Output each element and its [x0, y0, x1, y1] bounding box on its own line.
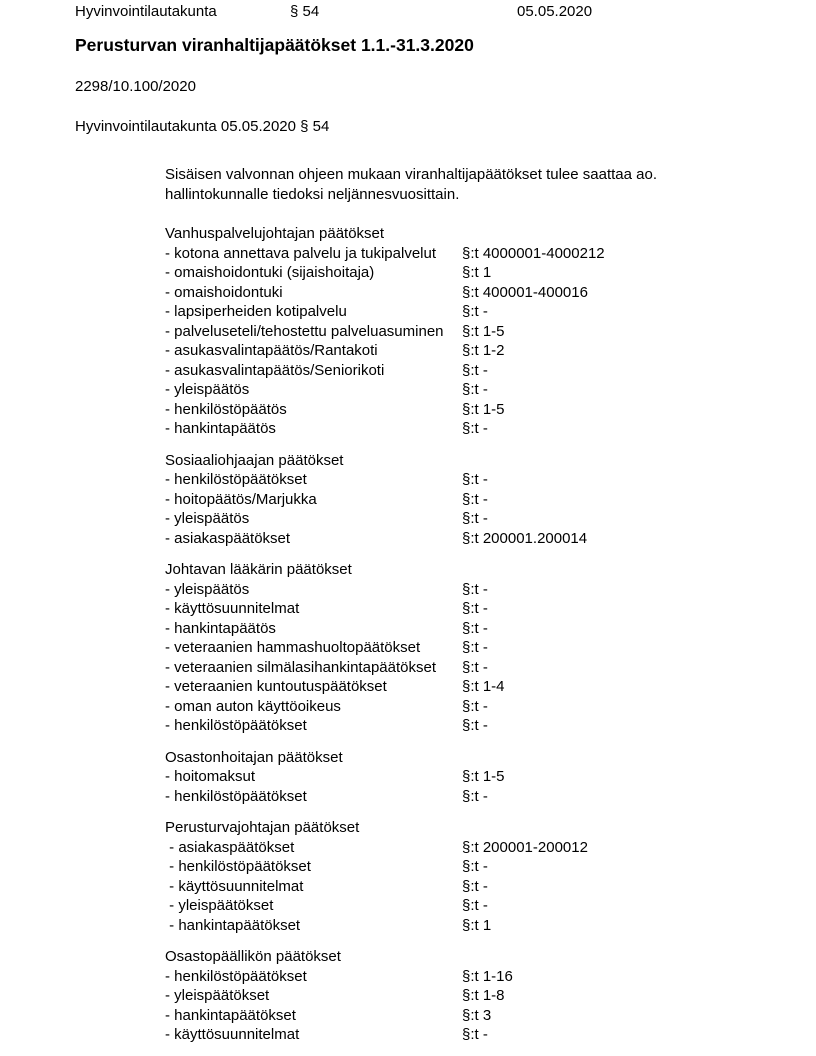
decision-row — [165, 697, 765, 717]
decision-paragraph-numbers: §:t - — [462, 490, 488, 508]
decision-label: - asiakaspäätökset — [165, 529, 291, 547]
document-body — [165, 165, 765, 1045]
section-heading: Sosiaaliohjaajan päätökset — [165, 451, 344, 469]
decision-row — [165, 529, 765, 549]
decision-paragraph-numbers: §:t 1 — [462, 916, 492, 934]
decision-label: - lapsiperheiden kotipalvelu — [165, 303, 347, 320]
decision-label: - omaishoidontuki — [165, 283, 283, 301]
decision-paragraph-numbers: §:t - — [462, 639, 488, 656]
decision-label: - veteraanien kuntoutuspäätökset — [165, 678, 387, 695]
decision-row — [165, 619, 765, 639]
decision-label: - asiakaspäätökset — [165, 838, 295, 856]
decision-label: - veteraanien hammashuoltopäätökset — [165, 639, 421, 656]
decision-row — [165, 419, 765, 439]
decision-paragraph-numbers: §:t - — [462, 858, 488, 875]
decision-row — [165, 302, 765, 322]
decision-paragraph-numbers: §:t 1-4 — [462, 678, 505, 695]
decision-paragraph-numbers: §:t - — [462, 510, 488, 527]
decision-section — [165, 818, 765, 935]
decision-row — [165, 916, 765, 936]
decision-row — [165, 580, 765, 600]
decision-paragraph-numbers: §:t 3 — [462, 1006, 492, 1024]
decision-row — [165, 716, 765, 736]
decision-label: - hankintapäätökset — [165, 1006, 296, 1024]
decision-label: - yleispäätös — [165, 580, 250, 598]
decision-paragraph-numbers: §:t 1 — [462, 264, 492, 281]
decision-row — [165, 638, 765, 658]
decision-label: - asukasvalintapäätös/Seniorikoti — [165, 361, 385, 379]
committee-date-subheader: Hyvinvointilautakunta 05.05.2020 § 54 — [75, 118, 330, 135]
decision-label: - oman auton käyttöoikeus — [165, 697, 341, 715]
decision-row — [165, 838, 765, 858]
section-heading: Johtavan lääkärin päätökset — [165, 561, 352, 578]
decision-row — [165, 400, 765, 420]
page-title: Perusturvan viranhaltijapäätökset 1.1.-31.3.2020 — [75, 35, 474, 55]
decision-label: - käyttösuunnitelmat — [165, 600, 300, 617]
decision-row — [165, 470, 765, 490]
decision-row — [165, 244, 765, 264]
decision-row — [165, 341, 765, 361]
decision-paragraph-numbers: §:t - — [462, 877, 488, 895]
header-date: 05.05.2020 — [517, 3, 593, 20]
decision-paragraph-numbers: §:t - — [462, 787, 488, 805]
decision-row — [165, 986, 765, 1006]
decision-label: - henkilöstöpäätökset — [165, 967, 307, 985]
decision-row — [165, 599, 765, 619]
decision-section — [165, 748, 765, 807]
decision-label: - hoitopäätös/Marjukka — [165, 490, 317, 508]
decision-sections — [165, 224, 765, 1045]
decision-row — [165, 509, 765, 529]
decision-label: - omaishoidontuki (sijaishoitaja) — [165, 264, 375, 281]
decision-paragraph-numbers: §:t - — [462, 897, 488, 914]
section-heading: Perusturvajohtajan päätökset — [165, 819, 360, 836]
decision-paragraph-numbers: §:t - — [462, 697, 488, 715]
decision-paragraph-numbers: §:t 400001-400016 — [462, 283, 588, 301]
decision-row — [165, 767, 765, 787]
decision-paragraph-numbers: §:t 200001-200012 — [462, 838, 588, 856]
decision-label: - yleispäätökset — [165, 897, 274, 914]
decision-row — [165, 787, 765, 807]
decision-label: - yleispäätös — [165, 510, 250, 527]
decision-row — [165, 380, 765, 400]
section-heading: Osastopäällikön päätökset — [165, 948, 341, 965]
decision-paragraph-numbers: §:t 1-2 — [462, 342, 505, 359]
decision-label: - hankintapäätös — [165, 619, 276, 637]
decision-paragraph-numbers: §:t - — [462, 361, 488, 379]
decision-row — [165, 967, 765, 987]
decision-row — [165, 658, 765, 678]
decision-paragraph-numbers: §:t 200001.200014 — [462, 529, 588, 547]
decision-label: - henkilöstöpäätökset — [165, 717, 307, 734]
decision-label: - asukasvalintapäätös/Rantakoti — [165, 342, 378, 359]
decision-label: - yleispäätös — [165, 381, 250, 398]
decision-row — [165, 1025, 765, 1045]
decision-label: - henkilöstöpäätökset — [165, 471, 307, 488]
section-heading: Osastonhoitajan päätökset — [165, 748, 343, 766]
decision-paragraph-numbers: §:t - — [462, 1026, 488, 1043]
section-heading: Vanhuspalvelujohtajan päätökset — [165, 225, 385, 242]
decision-paragraph-numbers: §:t - — [462, 600, 488, 617]
decision-section — [165, 560, 765, 736]
decision-paragraph-numbers: §:t - — [462, 381, 488, 398]
decision-row — [165, 361, 765, 381]
decision-row — [165, 283, 765, 303]
decision-row — [165, 877, 765, 897]
decision-paragraph-numbers: §:t 1-5 — [462, 400, 505, 418]
decision-paragraph-numbers: §:t - — [462, 717, 488, 734]
decision-row — [165, 677, 765, 697]
decision-paragraph-numbers: §:t 1-5 — [462, 322, 505, 340]
decision-paragraph-numbers: §:t - — [462, 471, 488, 488]
decision-row — [165, 263, 765, 283]
document-header-row — [75, 2, 806, 22]
decision-section — [165, 451, 765, 549]
decision-label: - hankintapäätös — [165, 420, 276, 437]
decision-row — [165, 857, 765, 877]
decision-paragraph-numbers: §:t 1-8 — [462, 987, 505, 1004]
decision-paragraph-numbers: §:t 1-5 — [462, 768, 505, 785]
decision-label: - käyttösuunnitelmat — [165, 1026, 300, 1043]
decision-label: - käyttösuunnitelmat — [165, 877, 304, 895]
decision-row — [165, 1006, 765, 1026]
decision-label: - kotona annettava palvelu ja tukipalvelut — [165, 244, 437, 262]
decision-section — [165, 224, 765, 439]
decision-paragraph-numbers: §:t 4000001-4000212 — [462, 244, 605, 262]
header-section-number: § 54 — [290, 3, 320, 20]
decision-label: - veteraanien silmälasihankintapäätökset — [165, 658, 436, 676]
decision-label: - palveluseteli/tehostettu palveluasuminen — [165, 322, 444, 340]
decision-paragraph-numbers: §:t - — [462, 303, 488, 320]
decision-row — [165, 896, 765, 916]
decision-label: - henkilöstöpäätös — [165, 400, 287, 418]
decision-section — [165, 947, 765, 1045]
decision-label: - hankintapäätökset — [165, 916, 301, 934]
decision-paragraph-numbers: §:t - — [462, 420, 488, 437]
decision-label: - yleispäätökset — [165, 987, 270, 1004]
decision-row — [165, 322, 765, 342]
decision-paragraph-numbers: §:t - — [462, 580, 488, 598]
header-committee-name: Hyvinvointilautakunta — [75, 3, 217, 20]
decision-paragraph-numbers: §:t - — [462, 658, 488, 676]
decision-label: - henkilöstöpäätökset — [165, 787, 307, 805]
decision-row — [165, 490, 765, 510]
decision-label: - henkilöstöpäätökset — [165, 858, 311, 875]
intro-paragraph: Sisäisen valvonnan ohjeen mukaan viranhaltijapäätökset tulee saattaa ao. hallintokunnalle tiedoksi neljännesvuosittain. — [165, 166, 657, 203]
decision-paragraph-numbers: §:t - — [462, 619, 488, 637]
decision-label: - hoitomaksut — [165, 768, 256, 785]
case-number: 2298/10.100/2020 — [75, 78, 196, 95]
decision-paragraph-numbers: §:t 1-16 — [462, 967, 513, 985]
